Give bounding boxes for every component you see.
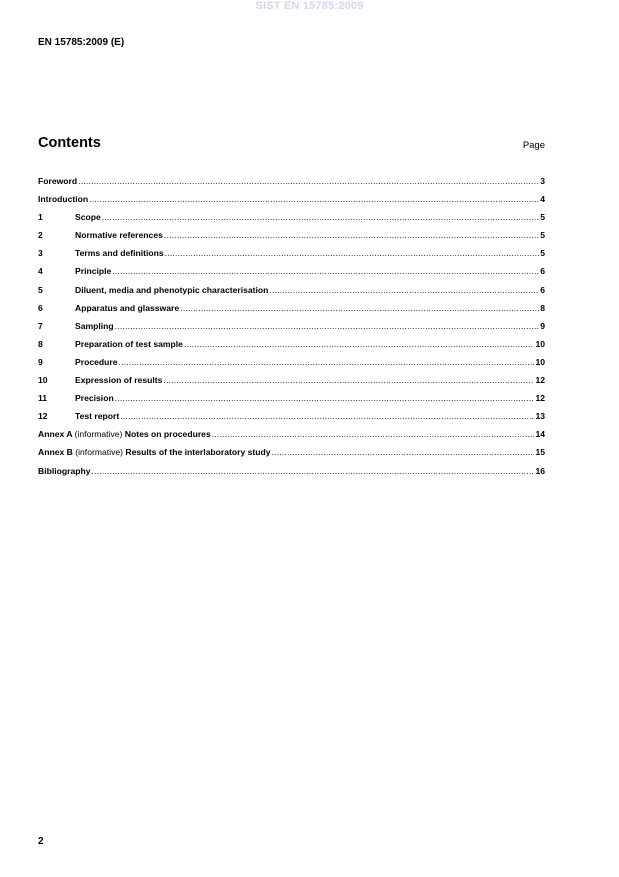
toc-entry-number: 10: [38, 375, 48, 386]
toc-entry-page: 13: [535, 411, 545, 422]
toc-dot-leader: [165, 244, 540, 262]
toc-entry[interactable]: [38, 389, 545, 407]
toc-dot-leader: [120, 407, 534, 425]
toc-entry-title: [75, 244, 164, 262]
document-id: EN 15785:2009 (E): [38, 37, 125, 48]
toc-entry[interactable]: [38, 208, 545, 226]
toc-entry-page: 3: [540, 176, 545, 186]
toc-entry-number: 1: [38, 212, 43, 223]
toc-entry-page: 5: [540, 230, 545, 241]
toc-entry-label: Expression of results: [75, 375, 163, 386]
toc-entry-number: 7: [38, 320, 43, 331]
toc-entry-page: 6: [540, 266, 545, 277]
toc-entry[interactable]: [38, 299, 545, 317]
toc-entry[interactable]: [38, 335, 545, 353]
toc-entry-page: 15: [535, 447, 545, 458]
toc-entry[interactable]: [38, 317, 545, 335]
toc-entry-title: [38, 425, 211, 443]
toc-entry-title: [75, 299, 179, 317]
toc-entry-number: 2: [38, 230, 43, 241]
toc-entry-number: 8: [38, 338, 43, 349]
toc-entry-label: Bibliography: [38, 465, 91, 476]
toc-entry-page: 4: [540, 194, 545, 205]
toc-entry-page: 5: [540, 248, 545, 259]
contents-heading: Contents: [38, 135, 101, 151]
toc-entry-title: [75, 389, 114, 407]
toc-entry[interactable]: [38, 371, 545, 389]
toc-entry-label: Terms and definitions: [75, 248, 164, 259]
toc-entry-title: [38, 443, 271, 461]
toc-entry[interactable]: [38, 262, 545, 280]
toc-dot-leader: [92, 462, 535, 480]
table-of-contents: [38, 172, 545, 480]
toc-entry-label: Introduction: [38, 194, 89, 205]
toc-entry-number: 6: [38, 302, 43, 313]
toc-dot-leader: [164, 226, 539, 244]
toc-entry-number: 12: [38, 411, 48, 422]
toc-entry[interactable]: [38, 443, 545, 461]
toc-dot-leader: [180, 299, 539, 317]
toc-entry-title: [75, 353, 118, 371]
toc-entry-title: [38, 190, 88, 208]
toc-dot-leader: [112, 262, 539, 280]
toc-entry-annex-title: Notes on procedures: [124, 429, 211, 440]
toc-entry-page: 12: [535, 375, 545, 386]
toc-entry-label: Test report: [75, 411, 120, 422]
toc-entry-title: [75, 407, 119, 425]
toc-entry-label: Precision: [75, 393, 114, 404]
toc-entry-page: 5: [540, 212, 545, 223]
toc-entry-page: 9: [540, 320, 545, 331]
toc-entry[interactable]: [38, 353, 545, 371]
toc-entry-page: 10: [535, 356, 545, 367]
toc-entry[interactable]: [38, 462, 545, 480]
toc-entry-title: [75, 226, 163, 244]
toc-entry-page: 6: [540, 284, 545, 295]
toc-entry-number: 9: [38, 356, 43, 367]
toc-dot-leader: [119, 353, 535, 371]
toc-entry-title: [75, 262, 111, 280]
toc-entry-title: [75, 317, 114, 335]
toc-dot-leader: [269, 281, 539, 299]
toc-dot-leader: [102, 208, 539, 226]
toc-dot-leader: [184, 335, 535, 353]
toc-entry-number: 4: [38, 266, 43, 277]
toc-entry-title: [75, 208, 101, 226]
toc-entry-title: [75, 371, 162, 389]
toc-dot-leader: [78, 172, 539, 190]
toc-dot-leader: [163, 371, 534, 389]
toc-entry-page: 14: [535, 429, 545, 440]
toc-dot-leader: [115, 389, 535, 407]
page-number: 2: [38, 836, 44, 847]
toc-entry-label: Foreword: [38, 176, 78, 186]
toc-entry-page: 8: [540, 302, 545, 313]
toc-entry[interactable]: [38, 172, 545, 190]
toc-entry-label: Annex B: [38, 447, 73, 458]
toc-dot-leader: [115, 317, 540, 335]
toc-entry-label: Normative references: [75, 230, 163, 241]
toc-entry-title: [75, 281, 268, 299]
toc-entry-label: Annex A: [38, 429, 73, 440]
toc-entry[interactable]: [38, 244, 545, 262]
toc-entry[interactable]: [38, 226, 545, 244]
toc-entry-title: [38, 462, 91, 480]
toc-entry-label: Apparatus and glassware: [75, 302, 180, 313]
toc-dot-leader: [89, 190, 539, 208]
toc-entry-page: 10: [535, 338, 545, 349]
toc-entry-label: Procedure: [75, 356, 118, 367]
toc-entry-label: Sampling: [75, 320, 114, 331]
toc-entry-page: 16: [535, 465, 545, 476]
toc-entry[interactable]: [38, 407, 545, 425]
toc-entry-annex-note: (informative): [75, 447, 124, 458]
toc-entry-label: Preparation of test sample: [75, 338, 183, 349]
toc-dot-leader: [272, 443, 535, 461]
watermark-text: SIST EN 15785:2009: [255, 0, 364, 12]
toc-entry-annex-note: (informative): [74, 429, 123, 440]
toc-entry-number: 3: [38, 248, 43, 259]
toc-entry-title: [75, 335, 183, 353]
toc-entry-label: Principle: [75, 266, 112, 277]
toc-entry[interactable]: [38, 190, 545, 208]
toc-entry-label: Scope: [75, 212, 101, 223]
toc-entry-title: [38, 172, 77, 190]
toc-entry[interactable]: [38, 281, 545, 299]
page-column-heading: Page: [522, 140, 545, 151]
toc-entry-annex-title: Results of the interlaboratory study: [125, 447, 271, 458]
toc-dot-leader: [212, 425, 535, 443]
toc-entry-page: 12: [535, 393, 545, 404]
toc-entry-label: Diluent, media and phenotypic characterisation: [75, 284, 269, 295]
toc-entry-number: 11: [38, 393, 48, 404]
toc-entry-number: 5: [38, 284, 43, 295]
toc-entry[interactable]: [38, 425, 545, 443]
